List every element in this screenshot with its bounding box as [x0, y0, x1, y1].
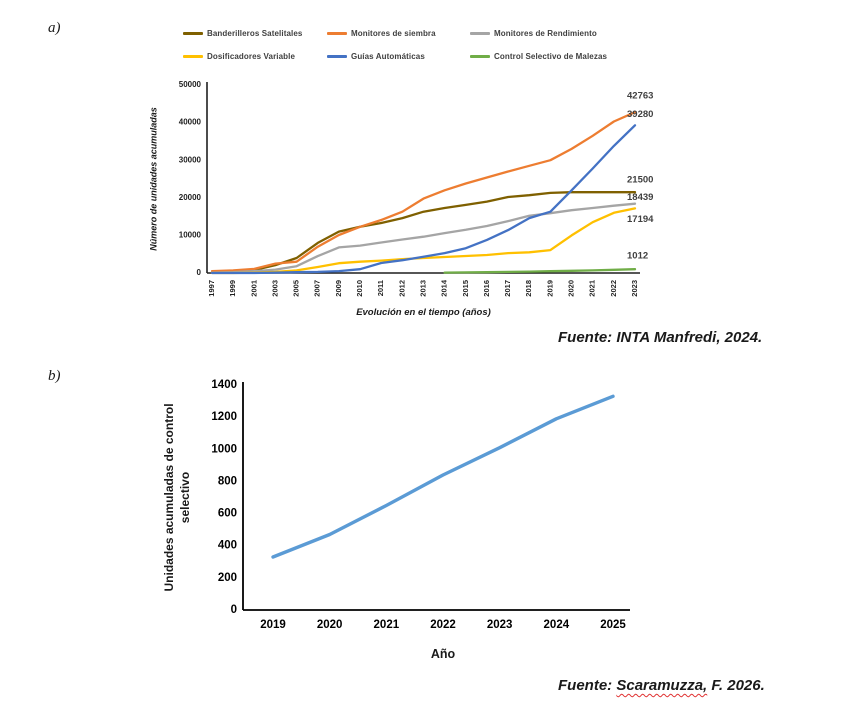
series-line-0 — [212, 192, 635, 272]
svg-text:2024: 2024 — [543, 619, 570, 631]
legend-label: Dosificadores Variable — [207, 51, 296, 61]
svg-text:2009: 2009 — [333, 280, 343, 297]
chart-a — [140, 72, 700, 324]
svg-text:2011: 2011 — [376, 280, 386, 297]
data-label-4: 39280 — [627, 108, 654, 120]
panel-b-label: b) — [48, 368, 61, 384]
legend-label: Banderilleros Satelitales — [207, 28, 303, 38]
series-line-0 — [273, 396, 613, 557]
svg-text:2020: 2020 — [566, 280, 576, 297]
source-citation-b — [558, 677, 765, 694]
svg-text:10000: 10000 — [178, 230, 201, 240]
svg-text:1000: 1000 — [211, 443, 237, 456]
svg-text:1999: 1999 — [228, 280, 238, 297]
svg-text:2023: 2023 — [629, 280, 639, 297]
axes — [243, 382, 630, 610]
legend-line-swatch-icon — [327, 55, 347, 58]
legend-line-swatch-icon — [470, 55, 490, 58]
data-label-5: 1012 — [627, 250, 649, 262]
svg-text:2021: 2021 — [373, 619, 400, 631]
x-axis-title: Evolución en el tiempo (años) — [356, 307, 491, 318]
y-axis-title: Número de unidades acumuladas — [148, 107, 159, 251]
legend-line-swatch-icon — [183, 55, 203, 58]
data-label-2: 18439 — [627, 192, 654, 204]
svg-text:40000: 40000 — [178, 117, 201, 127]
svg-text:2001: 2001 — [249, 280, 259, 297]
svg-text:2014: 2014 — [439, 280, 449, 297]
x-tick-labels — [260, 619, 626, 631]
svg-text:2003: 2003 — [270, 280, 280, 297]
legend-item-guias — [327, 49, 470, 63]
svg-text:1997: 1997 — [206, 280, 216, 297]
svg-text:2007: 2007 — [312, 280, 322, 297]
y-axis-title: selectivo — [178, 471, 193, 524]
legend-item-monitores-rendimiento — [470, 26, 670, 40]
svg-text:2012: 2012 — [397, 280, 407, 297]
y-tick-labels — [211, 379, 237, 616]
svg-text:2015: 2015 — [460, 280, 470, 297]
svg-text:2022: 2022 — [608, 280, 618, 297]
legend-line-swatch-icon — [470, 32, 490, 35]
x-axis-title: Año — [430, 647, 456, 661]
legend-item-monitores-siembra — [327, 26, 470, 40]
svg-text:2017: 2017 — [503, 280, 513, 297]
series-line-2 — [212, 204, 635, 273]
svg-text:400: 400 — [217, 539, 237, 552]
svg-text:2018: 2018 — [524, 280, 534, 297]
legend-item-control-selectivo — [470, 49, 670, 63]
axes — [207, 82, 640, 273]
svg-text:2021: 2021 — [587, 280, 597, 297]
svg-text:0: 0 — [230, 604, 237, 617]
series-line-5 — [445, 269, 635, 272]
legend-item-banderilleros — [183, 26, 327, 40]
legend-label: Monitores de siembra — [351, 28, 436, 38]
source-b-author-misspelled: Scaramuzza, — [616, 677, 708, 694]
source-b-prefix: Fuente: — [558, 677, 617, 694]
svg-text:2020: 2020 — [316, 619, 343, 631]
svg-text:200: 200 — [217, 571, 237, 584]
svg-text:2016: 2016 — [481, 280, 491, 297]
data-label-1: 42763 — [627, 90, 654, 102]
svg-text:2025: 2025 — [600, 619, 626, 631]
svg-text:2019: 2019 — [260, 619, 286, 631]
chart-b — [140, 375, 700, 675]
svg-text:1200: 1200 — [211, 411, 237, 424]
legend-label: Guías Automáticas — [351, 51, 425, 61]
svg-text:2019: 2019 — [545, 280, 555, 297]
svg-text:2023: 2023 — [486, 619, 513, 631]
y-axis-title: Unidades acumuladas de control — [162, 403, 177, 592]
legend-item-dosificadores — [183, 49, 327, 63]
svg-text:2013: 2013 — [418, 280, 428, 297]
svg-text:30000: 30000 — [178, 155, 201, 165]
svg-text:0: 0 — [196, 268, 201, 278]
source-b-suffix: F. 2026. — [707, 677, 765, 694]
data-label-3: 17194 — [627, 213, 654, 225]
panel-a-label: a) — [48, 20, 61, 36]
svg-text:50000: 50000 — [178, 80, 201, 90]
legend-line-swatch-icon — [327, 32, 347, 35]
legend-line-swatch-icon — [183, 32, 203, 35]
svg-text:2010: 2010 — [355, 280, 365, 297]
source-citation-a: Fuente: INTA Manfredi, 2024. — [558, 329, 763, 346]
svg-text:20000: 20000 — [178, 192, 201, 202]
y-tick-labels — [179, 80, 202, 277]
legend-label: Monitores de Rendimiento — [494, 28, 597, 38]
svg-text:1400: 1400 — [211, 379, 237, 392]
svg-text:2005: 2005 — [291, 280, 301, 297]
svg-text:2022: 2022 — [430, 619, 456, 631]
x-tick-labels — [207, 279, 639, 297]
svg-text:600: 600 — [217, 507, 237, 520]
data-label-0: 21500 — [627, 174, 654, 186]
chart-a-legend — [183, 26, 670, 63]
svg-text:800: 800 — [217, 475, 237, 488]
legend-label: Control Selectivo de Malezas — [494, 51, 608, 61]
